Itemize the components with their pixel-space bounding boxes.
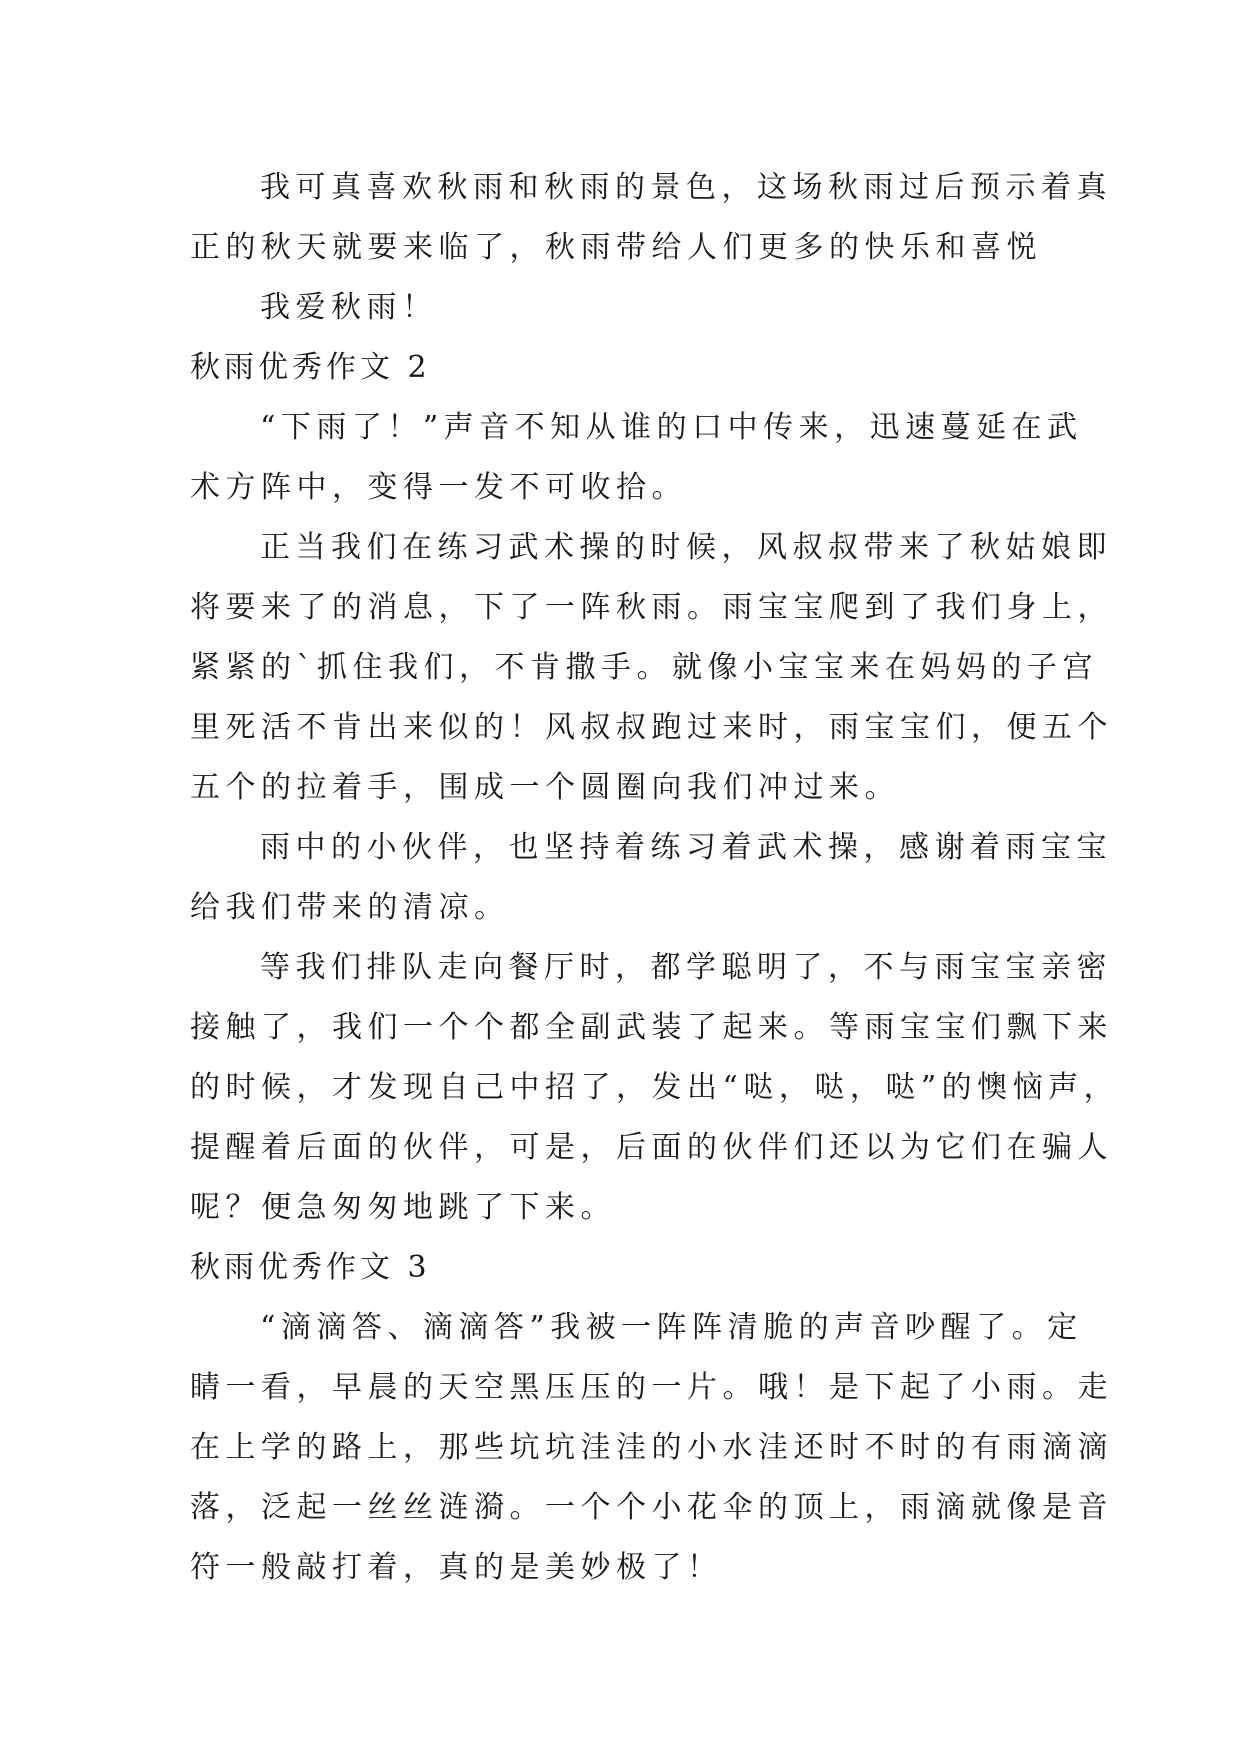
text-line: 落，泛起一丝丝涟漪。一个个小花伞的顶上，雨滴就像是音 xyxy=(190,1490,1113,1525)
text-line: 里死活不肯出来似的！风叔叔跑过来时，雨宝宝们，便五个 xyxy=(190,710,1113,745)
paragraph xyxy=(190,938,1120,1238)
text-line: 呢？便急匆匆地跳了下来。 xyxy=(190,1190,616,1225)
paragraph xyxy=(190,518,1113,818)
heading-text: 秋雨优秀作文 3 xyxy=(190,1250,431,1285)
text-line: 给我们带来的清凉。 xyxy=(190,890,510,925)
text-line: 等我们排队走向餐厅时，都学聪明了，不与雨宝宝亲密 xyxy=(260,950,1112,985)
text-line: 我可真喜欢秋雨和秋雨的景色，这场秋雨过后预示着真 xyxy=(260,170,1112,205)
heading-text: 秋雨优秀作文 2 xyxy=(190,350,431,385)
section-heading xyxy=(190,338,1050,398)
text-line: 我爱秋雨！ xyxy=(260,290,438,325)
text-line: 雨中的小伙伴，也坚持着练习着武术操，感谢着雨宝宝 xyxy=(260,830,1112,865)
text-line: 正的秋天就要来临了，秋雨带给人们更多的快乐和喜悦 xyxy=(190,230,1042,265)
text-line: “下雨了！”声音不知从谁的口中传来，迅速蔓延在武 xyxy=(260,410,1083,445)
text-line: 符一般敲打着，真的是美妙极了！ xyxy=(190,1550,723,1585)
paragraph xyxy=(190,1298,1113,1598)
text-line: 正当我们在练习武术操的时候，风叔叔带来了秋姑娘即 xyxy=(260,530,1112,565)
text-line: 接触了，我们一个个都全副武装了起来。等雨宝宝们飘下来 xyxy=(190,1010,1113,1045)
text-line: 术方阵中，变得一发不可收拾。 xyxy=(190,470,687,505)
text-line: 在上学的路上，那些坑坑洼洼的小水洼还时不时的有雨滴滴 xyxy=(190,1430,1113,1465)
paragraph xyxy=(190,158,1112,278)
text-line: 将要来了的消息，下了一阵秋雨。雨宝宝爬到了我们身上， xyxy=(190,590,1113,625)
text-line: 五个的拉着手，围成一个圆圈向我们冲过来。 xyxy=(190,770,900,805)
document-body xyxy=(190,158,1120,1598)
text-line: 睛一看，早晨的天空黑压压的一片。哦！是下起了小雨。走 xyxy=(190,1370,1113,1405)
section-heading xyxy=(190,1238,1050,1298)
paragraph xyxy=(190,278,1050,338)
paragraph xyxy=(190,398,1083,518)
text-line: 紧紧的`抓住我们，不肯撒手。就像小宝宝来在妈妈的子宫 xyxy=(190,650,1098,685)
paragraph xyxy=(190,818,1112,938)
text-line: 的时候，才发现自己中招了，发出“哒，哒，哒”的懊恼声， xyxy=(190,1070,1120,1105)
text-line: 提醒着后面的伙伴，可是，后面的伙伴们还以为它们在骗人 xyxy=(190,1130,1113,1165)
text-line: “滴滴答、滴滴答”我被一阵阵清脆的声音吵醒了。定 xyxy=(260,1310,1083,1345)
